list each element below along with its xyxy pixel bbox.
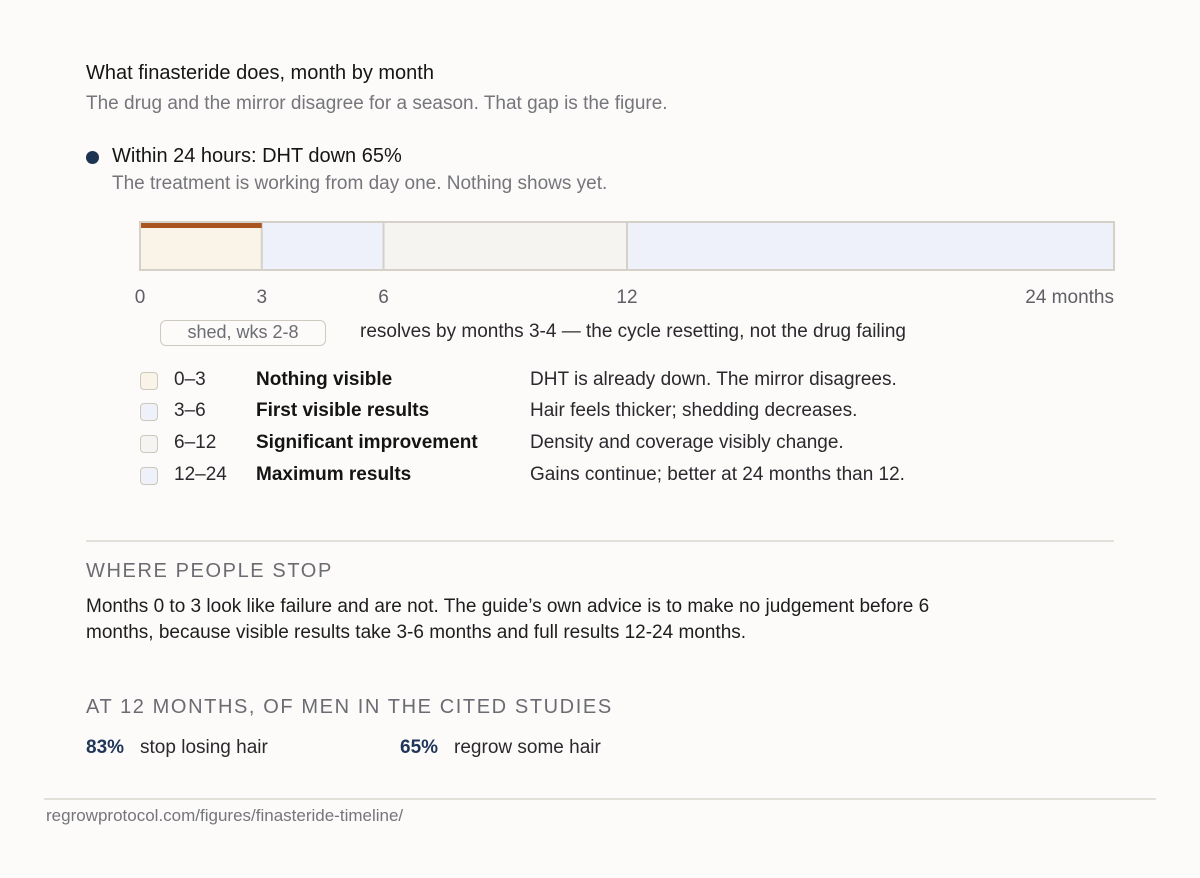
legend-description: DHT is already down. The mirror disagrees. bbox=[530, 369, 897, 390]
legend-phase: Significant improvement bbox=[256, 432, 478, 453]
footer-divider bbox=[44, 798, 1156, 800]
stats-heading: AT 12 MONTHS, OF MEN IN THE CITED STUDIES bbox=[86, 696, 613, 718]
where-people-stop-heading: WHERE PEOPLE STOP bbox=[86, 560, 333, 582]
footer-url: regrowprotocol.com/figures/finasteride-timeline/ bbox=[46, 806, 404, 825]
shed-note: resolves by months 3-4 — the cycle resetting, not the drug failing bbox=[360, 321, 906, 342]
legend-row bbox=[140, 463, 1040, 491]
legend-range: 12–24 bbox=[174, 464, 227, 485]
phase-band bbox=[627, 222, 1114, 270]
legend-description: Hair feels thicker; shedding decreases. bbox=[530, 400, 858, 421]
stat-item bbox=[400, 737, 601, 759]
legend-description: Gains continue; better at 24 months than 12. bbox=[530, 464, 905, 485]
timeline-chart bbox=[0, 0, 1200, 320]
tick-label: 6 bbox=[378, 287, 389, 308]
legend-range: 6–12 bbox=[174, 432, 217, 453]
legend-range: 3–6 bbox=[174, 400, 206, 421]
stat-item bbox=[86, 737, 268, 759]
stat-value: 83% bbox=[86, 737, 125, 758]
legend-description: Density and coverage visibly change. bbox=[530, 432, 844, 453]
stat-label: regrow some hair bbox=[454, 737, 601, 758]
figure-subtitle: The drug and the mirror disagree for a season. That gap is the figure. bbox=[86, 93, 668, 114]
tick-label: 3 bbox=[256, 287, 268, 308]
legend-phase: First visible results bbox=[256, 400, 430, 421]
shed-badge: shed, wks 2-8 bbox=[160, 320, 326, 346]
phase-band bbox=[140, 222, 262, 270]
legend-row bbox=[140, 399, 1040, 427]
milestone-title: Within 24 hours: DHT down 65% bbox=[112, 145, 402, 167]
tick-label: 0 bbox=[134, 287, 146, 308]
legend-phase: Maximum results bbox=[256, 464, 412, 485]
stat-label: stop losing hair bbox=[140, 737, 268, 758]
tick-label: 24 months bbox=[1025, 287, 1114, 308]
where-people-stop-body: Months 0 to 3 look like failure and are not. The guide’s own advice is to make no judgement before 6 months, because visible results take 3-6 months and full results 12-24 months. bbox=[86, 596, 930, 643]
figure-title: What finasteride does, month by month bbox=[86, 62, 434, 84]
highlight-bar bbox=[141, 223, 262, 228]
phase-band bbox=[384, 222, 628, 270]
legend-swatch bbox=[140, 435, 158, 453]
legend-row bbox=[140, 431, 1040, 459]
legend-swatch bbox=[140, 467, 158, 485]
legend-range: 0–3 bbox=[174, 369, 206, 390]
legend-swatch bbox=[140, 372, 158, 390]
stat-value: 65% bbox=[400, 737, 439, 758]
legend-phase: Nothing visible bbox=[256, 369, 393, 390]
section-divider bbox=[86, 540, 1114, 542]
legend-row bbox=[140, 368, 1040, 396]
tick-label: 12 bbox=[616, 287, 638, 308]
phase-band bbox=[262, 222, 384, 270]
milestone-subtitle: The treatment is working from day one. Nothing shows yet. bbox=[112, 173, 608, 194]
legend-swatch bbox=[140, 403, 158, 421]
